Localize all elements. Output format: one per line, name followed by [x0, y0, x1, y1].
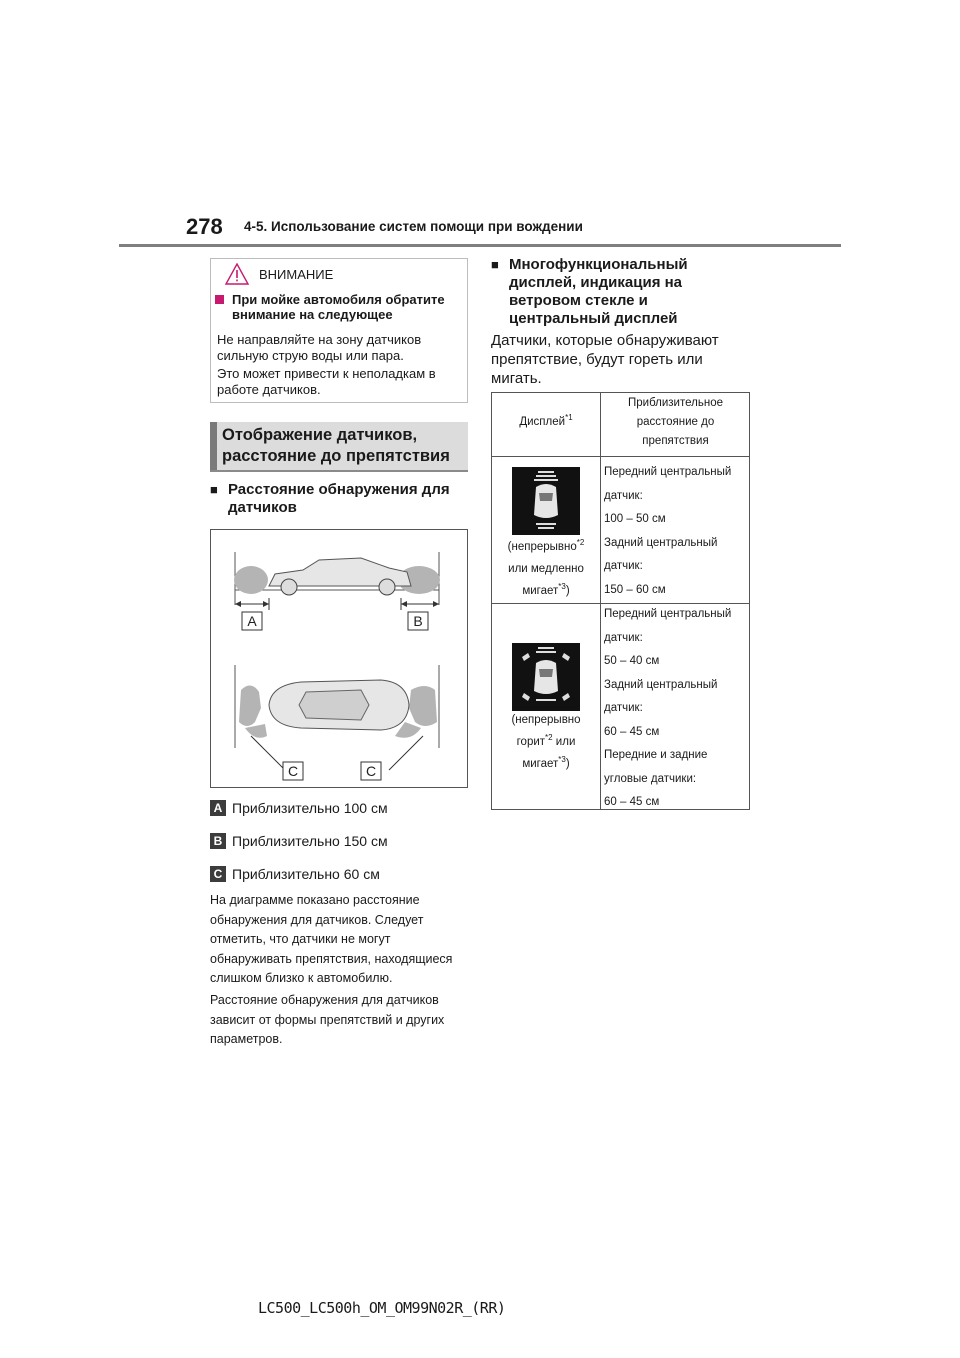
warning-box [210, 258, 468, 403]
page-number: 278 [186, 214, 223, 239]
warning-paragraph-2: Это может привести к неполадкам в работе датчиков. [217, 366, 436, 397]
row1-caption-a-sup: *2 [576, 538, 585, 548]
warning-header [211, 259, 467, 287]
row2-line: 50 – 40 см [604, 655, 660, 667]
row2-line: Передние и задние [604, 749, 708, 761]
front-corner-zone [239, 685, 261, 726]
table-header-divider [492, 456, 749, 457]
display-image-2 [512, 643, 580, 711]
legend-key-b: B [210, 833, 226, 849]
row2-distances [604, 603, 749, 815]
diagram-label-c1: C [287, 763, 299, 779]
legend-row-c [210, 866, 468, 884]
legend-row-b [210, 833, 468, 851]
section-heading-text: Отображение датчиков, расстояние до препятствия [222, 426, 450, 465]
car-sensor-display-icon [512, 467, 580, 535]
warning-subtitle [215, 292, 455, 322]
row1-line: 100 – 50 см [604, 513, 666, 525]
row1-caption [492, 536, 600, 602]
row2-line: Задний центральный [604, 678, 718, 691]
warning-paragraph-1: Не направляйте на зону датчиков сильную струю воды или пара. [217, 332, 422, 363]
header-display-text: Дисплей [519, 416, 566, 428]
left-subheading [210, 481, 468, 521]
table-header-display [492, 413, 600, 432]
row2-line: угловые датчики: [604, 772, 697, 785]
right-subheading [491, 256, 753, 328]
row1-caption-c-end: ) [565, 585, 570, 597]
right-intro: Датчики, которые обнаруживают препятствие, будут гореть или мигать. [491, 332, 719, 387]
warning-triangle-icon [225, 263, 249, 285]
left-subheading-text: Расстояние обнаружения для датчиков [228, 481, 450, 516]
row1-caption-a: (непрерывно [507, 541, 577, 553]
car-sensor-display-icon [512, 643, 580, 711]
diagram-label-c2: C [365, 763, 377, 779]
row2-caption-a: (непрерывно [511, 714, 581, 726]
row2-line: датчик: [604, 702, 643, 714]
square-bullet-icon [215, 295, 224, 304]
header-display-sup: *1 [565, 413, 573, 423]
row1-line: Передний центральный [604, 466, 732, 478]
row1-distances [604, 461, 749, 602]
row2-caption [492, 709, 600, 775]
display-table [491, 392, 750, 810]
legend-text-b: Приблизительно 150 см [232, 833, 388, 849]
row2-line: датчик: [604, 631, 643, 644]
square-bullet-icon: ■ [210, 482, 218, 497]
header-rule [119, 244, 841, 247]
table-header-distance: Приблизительное расстояние до препятствия [628, 397, 723, 447]
left-paragraph-2: Расстояние обнаружения для датчиков зависит от формы препятствий и других параметров. [210, 993, 445, 1046]
row2-caption-c-sup: *3 [558, 755, 566, 765]
row2-line: 60 – 45 см [604, 725, 660, 738]
diagram-label-b: B [413, 613, 423, 629]
row1-line: датчик: [604, 560, 643, 572]
row2-caption-b-end: или [552, 736, 576, 748]
footer-code: LC500_LC500h_OM_OM99N02R_(RR) [258, 1299, 506, 1317]
row2-caption-b: горит [516, 736, 546, 748]
diagram-label-a: A [247, 613, 257, 629]
sensor-diagram-svg [211, 530, 467, 787]
sensor-range-diagram [210, 529, 468, 788]
row1-line: Задний центральный [604, 536, 718, 549]
legend-text-c: Приблизительно 60 см [232, 866, 380, 882]
row1-caption-c-sup: *3 [558, 582, 566, 592]
legend-text-a: Приблизительно 100 см [232, 800, 388, 816]
warning-subtitle-text: При мойке автомобиля обратите внимание на следующее [232, 292, 445, 322]
row2-caption-c: мигает [522, 758, 559, 770]
row1-line: датчик: [604, 489, 643, 502]
row2-line: 60 – 45 см [604, 796, 660, 808]
row2-caption-b-sup: *2 [545, 733, 553, 743]
row1-caption-c: мигает [522, 585, 559, 597]
front-zone-shape [234, 566, 268, 594]
row2-caption-c-end: ) [565, 758, 570, 770]
section-heading [210, 422, 468, 472]
right-subheading-text: Многофункциональный дисплей, индикация на ветровом стекле и центральный дисплей [509, 256, 688, 327]
rear-corner-zone [409, 686, 437, 726]
row2-line: Передний центральный [604, 608, 732, 620]
warning-title: ВНИМАНИЕ [259, 267, 334, 282]
heading-accent [210, 422, 217, 470]
row1-caption-b: или медленно [508, 563, 584, 575]
legend-row-a [210, 800, 468, 818]
row1-line: 150 – 60 см [604, 583, 666, 596]
square-bullet-icon: ■ [491, 257, 499, 272]
legend-key-a: A [210, 800, 226, 816]
section-title: 4-5. Использование систем помощи при вождении [244, 219, 583, 234]
display-image-1 [512, 467, 580, 535]
legend-key-c: C [210, 866, 226, 882]
left-paragraph-1: На диаграмме показано расстояние обнаружения для датчиков. Следует отметить, что датчики не могут обнаруживать препятствия, находящиеся слишком близко к автомобилю. [210, 893, 453, 985]
